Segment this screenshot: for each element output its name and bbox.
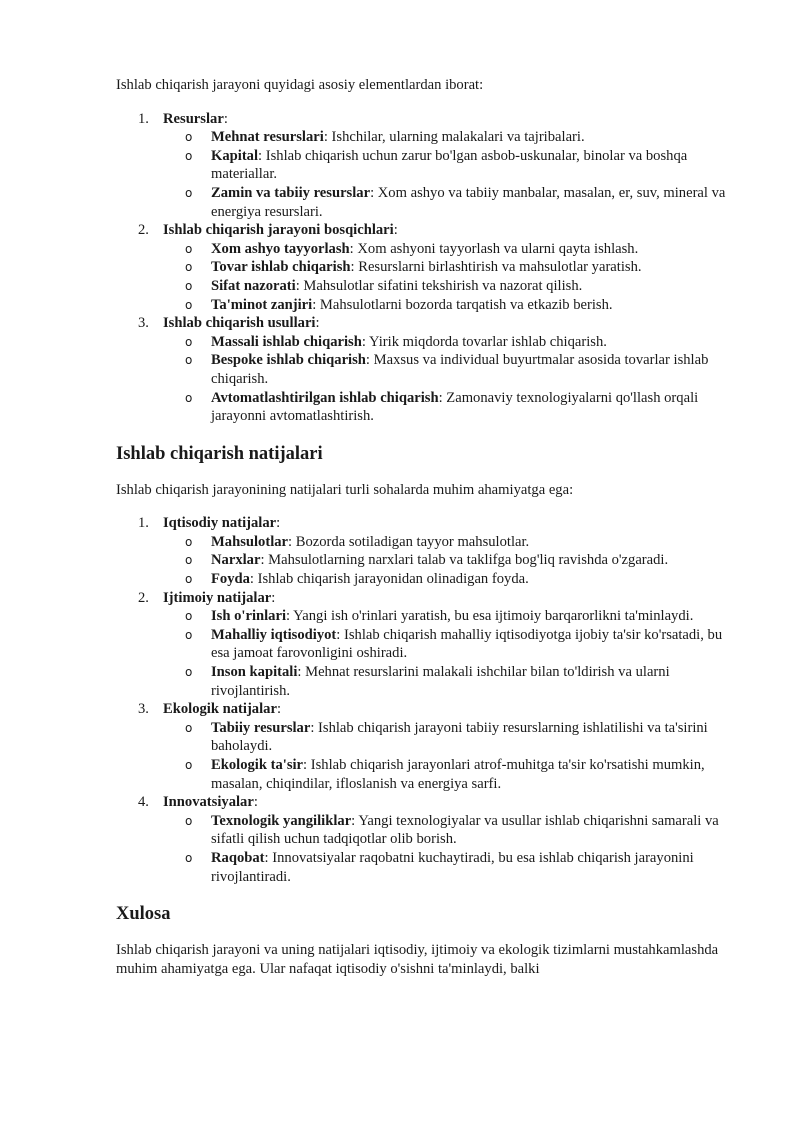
bullet-icon: o [185, 572, 193, 587]
list-item-title: Ishlab chiqarish usullari [163, 315, 316, 332]
list-item-title: Resurslar [163, 110, 224, 127]
sub-item-text: : Yangi ish o'rinlari yaratish, bu esa ijtimoiy barqarorlikni ta'minlaydi. [286, 608, 694, 625]
list-item-title: Innovatsiyalar [163, 794, 254, 811]
sub-item-term: Ekologik ta'sir [211, 757, 304, 773]
list-item: 3. Ishlab chiqarish usullari: o Massali ishlab chiqarish: Yirik miqdorda tovarlar ishlab chiqarish. o Bespoke ishlab chiqarish: Maxsus va individual buyurtmalar asosida tovarlar ishlab chiqarish. o Avtomatlashtirilgan ishlab chiqarish: Zamonaviy texnologiyalarni qo'llash orqali jarayonni avtomatlashtirish. [116, 314, 740, 426]
sub-item-term: Zamin va tabiiy resurslar [211, 184, 371, 201]
list-item: 4. Innovatsiyalar: o Texnologik yangiliklar: Yangi texnologiyalar va usullar ishlab chiqarishni samarali va sifatli qilish uchun tadqiqotlar olib borish. o Raqobat: Innovatsiyalar raqobatni kuchaytiradi, bu esa ishlab chiqarish jarayonini rivojlantiradi. [116, 793, 740, 886]
natijalar-list [116, 514, 740, 886]
sub-item-term: Avtomatlashtirilgan ishlab chiqarish [211, 389, 439, 406]
list-number: 4. [138, 794, 149, 811]
list-item: 3. Ekologik natijalar: o Tabiiy resurslar: Ishlab chiqarish jarayoni tabiiy resurslarning ishlatilishi va ta'sirini baholaydi. o Ekologik ta'sir: Ishlab chiqarish jarayonlari atrof-muhitga ta'sir ko'rsatishi mumkin, masalan, chiqindilar, ifloslanish va energiya sarfi. [116, 700, 740, 793]
list-number: 3. [138, 701, 149, 718]
sub-item-term: Inson kapitali [211, 664, 298, 681]
elements-list [116, 110, 740, 426]
sub-item-text: : Ishlab chiqarish jarayonlari atrof-muhitga ta'sir ko'rsatishi mumkin, masalan, chiqindilar, ifloslanish va energiya sarfi. [211, 757, 705, 792]
sub-item-text: : Mehnat resurslarini malakali ishchilar bilan to'ldirish va ularni rivojlantirish. [211, 664, 670, 699]
sub-list-item [163, 607, 740, 626]
sub-item-text: : Maxsus va individual buyurtmalar asosida tovarlar ishlab chiqarish. [211, 352, 709, 387]
sub-list-item [163, 551, 740, 570]
list-number: 3. [138, 315, 149, 332]
sub-list-item [163, 128, 740, 147]
list-item: 1. Iqtisodiy natijalar: o Mahsulotlar: Bozorda sotiladigan tayyor mahsulotlar. o Narxlar: Mahsulotlarning narxlari talab va taklifga bog'liq ravishda o'zgaradi. o Foyda: Ishlab chiqarish jarayonidan olinadigan foyda. [116, 514, 740, 588]
sub-item-term: Sifat nazorati [211, 277, 296, 294]
sub-list [163, 812, 740, 886]
section-heading-natijalar: Ishlab chiqarish natijalari [116, 443, 323, 464]
bullet-icon: o [185, 353, 193, 368]
sub-list [163, 128, 740, 221]
bullet-icon: o [185, 758, 193, 772]
sub-item-text: : Yirik miqdorda tovarlar ishlab chiqarish. [361, 333, 607, 350]
sub-item-text: : Xom ashyo va tabiiy manbalar, masalan, er, suv, mineral va energiya resurslari. [211, 184, 726, 220]
sub-list-item [163, 389, 740, 426]
sub-list-item [163, 240, 740, 259]
sub-item-text: : Innovatsiyalar raqobatni kuchaytiradi, bu esa ishlab chiqarish jarayonini rivojlantiradi. [211, 849, 694, 885]
sub-item-text: : Xom ashyoni tayyorlash va ularni qayta ishlash. [349, 240, 639, 257]
sub-list-item [163, 849, 740, 886]
sub-item-term: Mehnat resurslari [211, 129, 324, 146]
sub-item-term: Xom ashyo tayyorlash [211, 240, 350, 257]
sub-list-item [163, 277, 740, 296]
bullet-icon: o [185, 553, 193, 568]
sub-item-text: : Ishlab chiqarish mahalliy iqtisodiyotga ijobiy ta'sir ko'rsatadi, bu esa jamoat farovonligini oshiradi. [211, 626, 723, 662]
bullet-icon: o [185, 720, 193, 735]
sub-item-term: Narxlar [211, 552, 261, 569]
sub-list-item [163, 533, 740, 552]
sub-item-text: : Mahsulotlarning narxlari talab va taklifga bog'liq ravishda o'zgaradi. [260, 552, 669, 569]
bullet-icon: o [185, 850, 193, 865]
list-number: 1. [138, 110, 149, 127]
bullet-icon: o [185, 534, 193, 549]
sub-item-text: : Bozorda sotiladigan tayyor mahsulotlar. [288, 533, 530, 550]
sub-list-item [163, 663, 740, 700]
sub-item-term: Mahsulotlar [211, 533, 289, 550]
sub-item-text: : Resurslarni birlashtirish va mahsulotlar yaratish. [350, 259, 642, 276]
list-item: 2. Ijtimoiy natijalar: o Ish o'rinlari: Yangi ish o'rinlari yaratish, bu esa ijtimoiy barqarorlikni ta'minlaydi. o Mahalliy iqtisodiyot: Ishlab chiqarish mahalliy iqtisodiyotga ijobiy ta'sir ko'rsatadi, bu esa jamoat farovonligini oshiradi. o Inson kapitali: Mehnat resurslarini malakali ishchilar bilan to'ldirish va ularni rivojlantirish. [116, 589, 740, 701]
bullet-icon: o [185, 390, 193, 405]
sub-item-text: : Ishlab chiqarish uchun zarur bo'lgan asbob-uskunalar, binolar va boshqa materiallar. [211, 147, 688, 183]
sub-item-term: Raqobat [211, 849, 265, 866]
sub-item-term: Tabiiy resurslar [211, 719, 311, 736]
section-heading-xulosa: Xulosa [116, 904, 171, 925]
sub-list-item [163, 812, 740, 849]
sub-item-term: Ish o'rinlari [211, 608, 287, 625]
list-item-title: Ishlab chiqarish jarayoni bosqichlari [163, 222, 394, 239]
sub-list-item [163, 333, 740, 352]
list-item: 2. Ishlab chiqarish jarayoni bosqichlari: o Xom ashyo tayyorlash: Xom ashyoni tayyorlash va ularni qayta ishlash. o Tovar ishlab chiqarish: Resurslarni birlashtirish va mahsulotlar yaratish. o Sifat nazorati: Mahsulotlar sifatini tekshirish va nazorat qilish. o Ta'minot zanjiri: Mahsulotlarni bozorda tarqatish va etkazib berish. [116, 221, 740, 314]
bullet-icon: o [185, 813, 193, 828]
sub-list-item [163, 258, 740, 277]
sub-list [163, 607, 740, 700]
bullet-icon: o [185, 260, 193, 275]
bullet-icon: o [185, 609, 193, 624]
bullet-icon: o [185, 148, 193, 163]
sub-list [163, 240, 740, 314]
list-number: 1. [138, 515, 149, 532]
sub-item-text: : Mahsulotlar sifatini tekshirish va nazorat qilish. [295, 277, 583, 294]
list-item-title: Ijtimoiy natijalar [163, 589, 272, 606]
sub-item-text: : Zamonaviy texnologiyalarni qo'llash orqali jarayonni avtomatlashtirish. [211, 389, 699, 425]
bullet-icon: o [185, 278, 193, 293]
sub-item-term: Kapital [211, 147, 259, 164]
sub-list-item [163, 351, 740, 388]
list-number: 2. [138, 589, 149, 606]
sub-list-item [163, 147, 740, 184]
sub-item-term: Mahalliy iqtisodiyot [211, 626, 337, 643]
sub-item-term: Ta'minot zanjiri [211, 296, 313, 313]
bullet-icon: o [185, 627, 193, 642]
sub-item-term: Texnologik yangiliklar [211, 812, 352, 829]
intro-paragraph: Ishlab chiqarish jarayoni quyidagi asosiy elementlardan iborat: [116, 77, 484, 93]
sub-item-term: Bespoke ishlab chiqarish [211, 352, 366, 369]
sub-list [163, 533, 740, 589]
sub-list [163, 333, 740, 426]
list-item-title: Iqtisodiy natijalar [163, 515, 277, 532]
sub-item-text: : Mahsulotlarni bozorda tarqatish va etkazib berish. [312, 296, 613, 313]
sub-list-item [163, 296, 740, 315]
sub-list-item [163, 570, 740, 589]
sub-list-item [163, 626, 740, 663]
sub-item-term: Massali ishlab chiqarish [211, 333, 362, 350]
bullet-icon: o [185, 185, 193, 200]
natijalar-intro-paragraph: Ishlab chiqarish jarayonining natijalari turli sohalarda muhim ahamiyatga ega: [116, 481, 574, 498]
sub-item-text: : Ishlab chiqarish jarayoni tabiiy resurslarning ishlatilishi va ta'sirini baholaydi. [211, 719, 708, 755]
sub-list-item [163, 719, 740, 756]
bullet-icon: o [185, 297, 193, 312]
bullet-icon: o [185, 334, 193, 349]
sub-item-term: Foyda [211, 571, 250, 588]
sub-item-text: : Yangi texnologiyalar va usullar ishlab chiqarishni samarali va sifatli qilish uchun tadqiqotlar olib borish. [211, 812, 719, 848]
conclusion-paragraph: Ishlab chiqarish jarayoni va uning natijalari iqtisodiy, ijtimoiy va ekologik tizimlarni mustahkamlashda muhim ahamiyatga ega. Ular nafaqat iqtisodiy o'sishni ta'minlaydi, balki [116, 942, 719, 977]
sub-item-text: : Ishchilar, ularning malakalari va tajribalari. [323, 129, 585, 146]
sub-item-term: Tovar ishlab chiqarish [211, 259, 351, 276]
bullet-icon: o [185, 241, 193, 256]
list-item: 1. Resurslar: o Mehnat resurslari: Ishchilar, ularning malakalari va tajribalari. o Kapital: Ishlab chiqarish uchun zarur bo'lgan asbob-uskunalar, binolar va boshqa materiallar. o Zamin va tabiiy resurslar: Xom ashyo va tabiiy manbalar, masalan, er, suv, mineral va energiya resurslari. [116, 110, 740, 222]
list-item-title: Ekologik natijalar [163, 701, 277, 718]
sub-list [163, 719, 740, 793]
bullet-icon: o [185, 130, 193, 145]
list-number: 2. [138, 222, 149, 239]
bullet-icon: o [185, 665, 193, 680]
sub-list-item [163, 756, 740, 793]
sub-list-item [163, 184, 740, 221]
sub-item-text: : Ishlab chiqarish jarayonidan olinadigan foyda. [249, 571, 529, 588]
